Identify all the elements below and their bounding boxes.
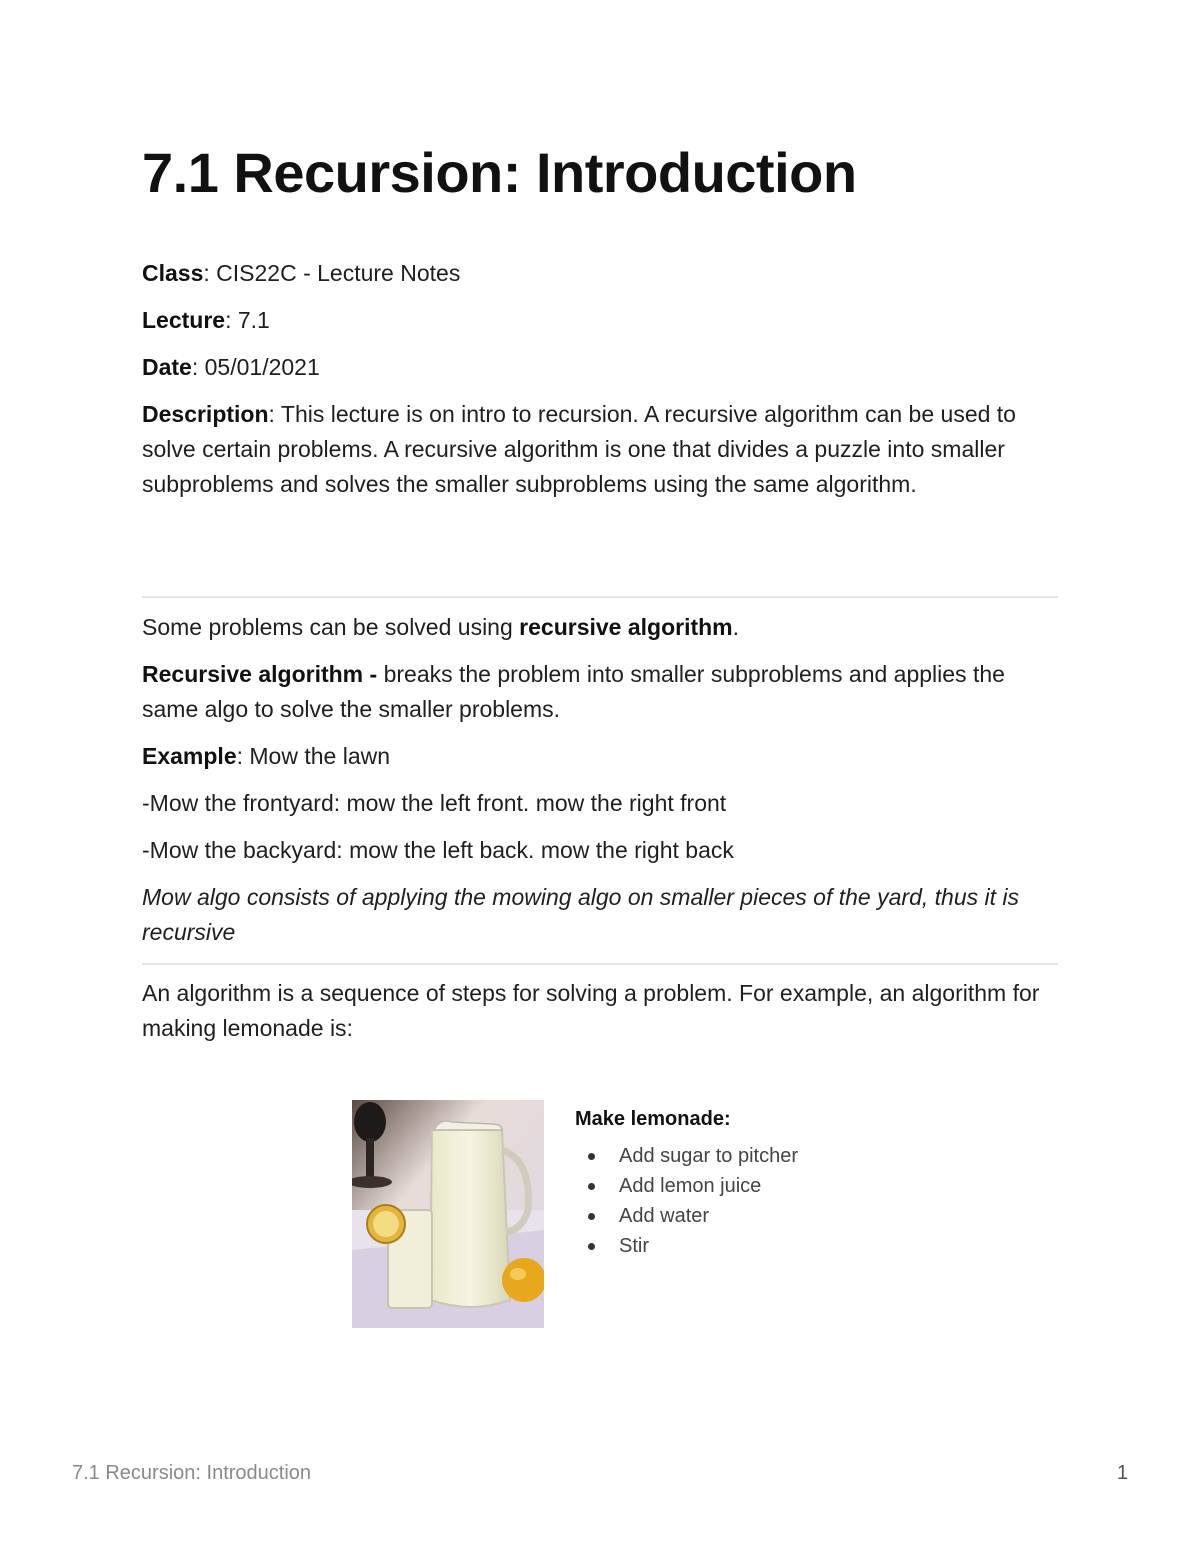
list-item bbox=[575, 1171, 798, 1201]
step-text: Add lemon juice bbox=[619, 1175, 762, 1197]
list-item bbox=[575, 1201, 798, 1231]
bullet-icon bbox=[588, 1153, 595, 1160]
lemonade-step-list bbox=[575, 1141, 798, 1261]
intro-text: Some problems can be solved using bbox=[142, 614, 520, 640]
page-footer bbox=[72, 1462, 1128, 1485]
divider bbox=[142, 963, 1058, 965]
description-row bbox=[142, 397, 1058, 502]
page-number: 1 bbox=[1116, 1462, 1128, 1484]
page-title: 7.1 Recursion: Introduction bbox=[142, 141, 857, 204]
footer-title: 7.1 Recursion: Introduction bbox=[72, 1462, 312, 1484]
intro-suffix: . bbox=[732, 614, 740, 640]
description-value: : This lecture is on intro to recursion. A recursive algorithm can be used to solve certain problems. A recursive algorithm is one that divides a puzzle into smaller subproblems and solves the smaller subproblems using the same algorithm. bbox=[142, 401, 1016, 497]
lecture-label: Lecture bbox=[142, 307, 226, 333]
definition-term: Recursive algorithm - bbox=[142, 661, 378, 687]
definition-paragraph bbox=[142, 657, 1058, 727]
step-text: Add water bbox=[619, 1205, 710, 1227]
description-label: Description bbox=[142, 401, 269, 427]
intro-bold: recursive algorithm bbox=[519, 614, 733, 640]
list-item bbox=[575, 1141, 798, 1171]
lemonade-steps bbox=[575, 1108, 798, 1261]
intro-paragraph bbox=[142, 610, 1058, 645]
date-label: Date bbox=[142, 354, 192, 380]
divider bbox=[142, 596, 1058, 598]
class-row bbox=[142, 256, 1058, 291]
algorithm-paragraph: An algorithm is a sequence of steps for solving a problem. For example, an algorithm for making lemonade is: bbox=[142, 980, 1040, 1041]
example-label: Example bbox=[142, 743, 237, 769]
recursion-section bbox=[142, 610, 1058, 962]
algorithm-section bbox=[142, 976, 1058, 1058]
lecture-row bbox=[142, 303, 1058, 338]
metadata-block bbox=[142, 256, 1058, 514]
list-item bbox=[575, 1231, 798, 1261]
lemonade-photo bbox=[352, 1100, 544, 1328]
example-step-backyard: -Mow the backyard: mow the left back. mow the right back bbox=[142, 837, 734, 863]
bullet-icon bbox=[588, 1183, 595, 1190]
class-value: : CIS22C - Lecture Notes bbox=[203, 260, 461, 286]
bullet-icon bbox=[588, 1213, 595, 1220]
example-paragraph bbox=[142, 739, 1058, 774]
step-text: Stir bbox=[619, 1235, 649, 1257]
date-value: : 05/01/2021 bbox=[191, 354, 320, 380]
lemonade-heading: Make lemonade: bbox=[575, 1108, 731, 1130]
lecture-value: : 7.1 bbox=[225, 307, 270, 333]
bullet-icon bbox=[588, 1243, 595, 1250]
example-step-frontyard: -Mow the frontyard: mow the left front. mow the right front bbox=[142, 790, 727, 816]
class-label: Class bbox=[142, 260, 204, 286]
definition-text: breaks the problem into smaller subproblems and applies the same algo to solve the smaller problems. bbox=[142, 661, 1005, 722]
recursion-note: Mow algo consists of applying the mowing algo on smaller pieces of the yard, thus it is recursive bbox=[142, 884, 1019, 945]
step-text: Add sugar to pitcher bbox=[619, 1145, 798, 1167]
example-value: : Mow the lawn bbox=[236, 743, 391, 769]
date-row bbox=[142, 350, 1058, 385]
